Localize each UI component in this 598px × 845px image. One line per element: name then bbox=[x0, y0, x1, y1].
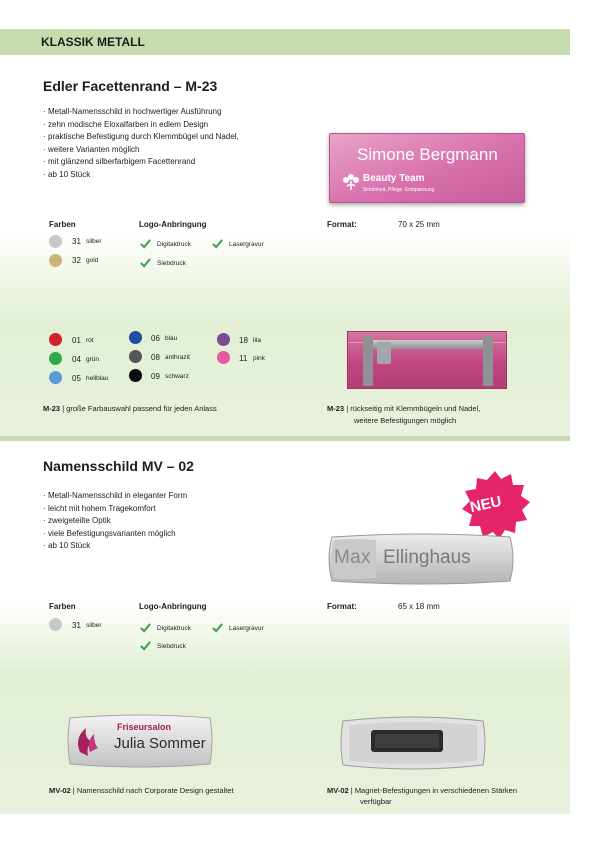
farben-label: Farben bbox=[49, 220, 76, 229]
color-name: lila bbox=[253, 337, 261, 344]
color-swatch-silber bbox=[49, 235, 62, 248]
check-icon bbox=[212, 622, 223, 633]
color-name: hellblau bbox=[86, 375, 109, 382]
color-name: schwarz bbox=[165, 373, 189, 380]
logo-label: Logo-Anbringung bbox=[139, 602, 207, 611]
color-swatch-blau bbox=[129, 331, 142, 344]
feature-item: · zweigeteilte Optik bbox=[43, 515, 187, 528]
sample-name-first: Max bbox=[334, 547, 371, 568]
caption-right-line2: verfügbar bbox=[360, 797, 392, 806]
check-icon bbox=[140, 238, 151, 249]
color-swatch-rot bbox=[49, 333, 62, 346]
color-swatch-anthrazit bbox=[129, 350, 142, 363]
color-name: anthrazit bbox=[165, 354, 190, 361]
caption-text: | Namensschild nach Corporate Design gestaltet bbox=[72, 786, 234, 795]
sample-brand: Beauty Team bbox=[363, 173, 425, 184]
feature-item: · ab 10 Stück bbox=[43, 540, 187, 553]
check-icon bbox=[140, 622, 151, 633]
farben-label: Farben bbox=[49, 602, 76, 611]
logo-method: Digitaldruck bbox=[157, 241, 191, 248]
feature-item: · mit glänzend silberfarbigem Facettenrand bbox=[43, 156, 239, 169]
format-value: 65 x 18 mm bbox=[398, 602, 440, 611]
color-num: 09 bbox=[151, 372, 160, 381]
caption-left bbox=[43, 403, 217, 414]
format-label: Format: bbox=[327, 602, 357, 611]
section-header bbox=[0, 29, 570, 55]
check-icon bbox=[140, 257, 151, 268]
format-label: Format: bbox=[327, 220, 357, 229]
color-name: gold bbox=[86, 257, 99, 264]
clip-block bbox=[377, 342, 391, 364]
color-name: grün bbox=[86, 356, 100, 363]
product-m23 bbox=[0, 58, 570, 436]
feature-item: · Metall-Namensschild in eleganter Form bbox=[43, 490, 187, 503]
check-icon bbox=[212, 238, 223, 249]
caption-right bbox=[327, 403, 480, 414]
feature-list bbox=[43, 106, 239, 182]
product-title: Namensschild MV – 02 bbox=[43, 458, 194, 474]
color-num: 01 bbox=[72, 336, 81, 345]
color-name: blau bbox=[165, 335, 178, 342]
color-name: silber bbox=[86, 238, 102, 245]
badge-back-magnet bbox=[339, 713, 487, 773]
feature-item: · zehn modische Eloxalfarben in edlem Design bbox=[43, 119, 239, 132]
color-num: 11 bbox=[239, 354, 248, 363]
caption-right bbox=[327, 785, 517, 796]
sample2-name: Julia Sommer bbox=[114, 735, 206, 752]
color-name: rot bbox=[86, 337, 94, 344]
caption-left bbox=[49, 785, 234, 796]
logo-method: Digitaldruck bbox=[157, 625, 191, 632]
color-num: 31 bbox=[72, 237, 81, 246]
color-num: 18 bbox=[239, 336, 248, 345]
sample-name: Simone Bergmann bbox=[357, 145, 498, 164]
clip-arm-left bbox=[363, 336, 373, 386]
clip-arm-right bbox=[483, 336, 493, 386]
sample2-brand: Friseursalon bbox=[117, 722, 172, 732]
color-num: 08 bbox=[151, 353, 160, 362]
feature-item: · praktische Befestigung durch Klemmbügel und Nadel, bbox=[43, 131, 239, 144]
color-swatch-silber bbox=[49, 618, 62, 631]
caption-code: MV-02 bbox=[327, 786, 349, 795]
caption-code: MV-02 bbox=[49, 786, 71, 795]
logo-method: Siebdruck bbox=[157, 643, 186, 650]
color-swatch-lila bbox=[217, 333, 230, 346]
feature-item: · viele Befestigungsvarianten möglich bbox=[43, 528, 187, 541]
color-swatch-pink bbox=[217, 351, 230, 364]
sample-tagline: Schönheit, Pflege, Entspannung bbox=[363, 187, 435, 193]
caption-text: | Magnet-Befestigungen in verschiedenen Stärken bbox=[350, 786, 518, 795]
format-value: 70 x 25 mm bbox=[398, 220, 440, 229]
feature-item: · Metall-Namensschild in hochwertiger Ausführung bbox=[43, 106, 239, 119]
color-swatch-gruen bbox=[49, 352, 62, 365]
badge-sample-pink bbox=[329, 133, 525, 203]
logo-method: Siebdruck bbox=[157, 260, 186, 267]
logo-method: Lasergravur bbox=[229, 241, 264, 248]
feature-item-cont: · weitere Varianten möglich bbox=[43, 144, 239, 157]
color-swatch-gold bbox=[49, 254, 62, 267]
caption-code: M-23 bbox=[43, 404, 61, 413]
logo-method: Lasergravur bbox=[229, 625, 264, 632]
color-num: 31 bbox=[72, 621, 81, 630]
color-swatch-hellblau bbox=[49, 371, 62, 384]
sample-name-last: Ellinghaus bbox=[383, 547, 471, 568]
check-icon bbox=[140, 640, 151, 651]
color-name: silber bbox=[86, 622, 102, 629]
caption-text: | große Farbauswahl passend für jeden Anlass bbox=[62, 404, 217, 413]
color-num: 06 bbox=[151, 334, 160, 343]
caption-right-line2: weitere Befestigungen möglich bbox=[354, 416, 457, 425]
caption-code: M-23 bbox=[327, 404, 345, 413]
color-swatch-schwarz bbox=[129, 369, 142, 382]
product-title: Edler Facettenrand – M-23 bbox=[43, 78, 218, 94]
new-badge-label: NEU bbox=[468, 492, 504, 517]
color-name: pink bbox=[253, 355, 265, 362]
feature-item: · leicht mit hohem Tragekomfort bbox=[43, 503, 187, 516]
color-num: 32 bbox=[72, 256, 81, 265]
product-mv02 bbox=[0, 441, 570, 814]
color-num: 05 bbox=[72, 374, 81, 383]
feature-item: · ab 10 Stück bbox=[43, 169, 239, 182]
logo-label: Logo-Anbringung bbox=[139, 220, 207, 229]
color-num: 04 bbox=[72, 355, 81, 364]
section-title: KLASSIK METALL bbox=[41, 35, 145, 49]
feature-list bbox=[43, 490, 187, 553]
badge-back-photo bbox=[347, 331, 507, 389]
flower-logo-icon bbox=[342, 171, 360, 191]
caption-text: | rückseitig mit Klemmbügeln und Nadel, bbox=[346, 404, 481, 413]
